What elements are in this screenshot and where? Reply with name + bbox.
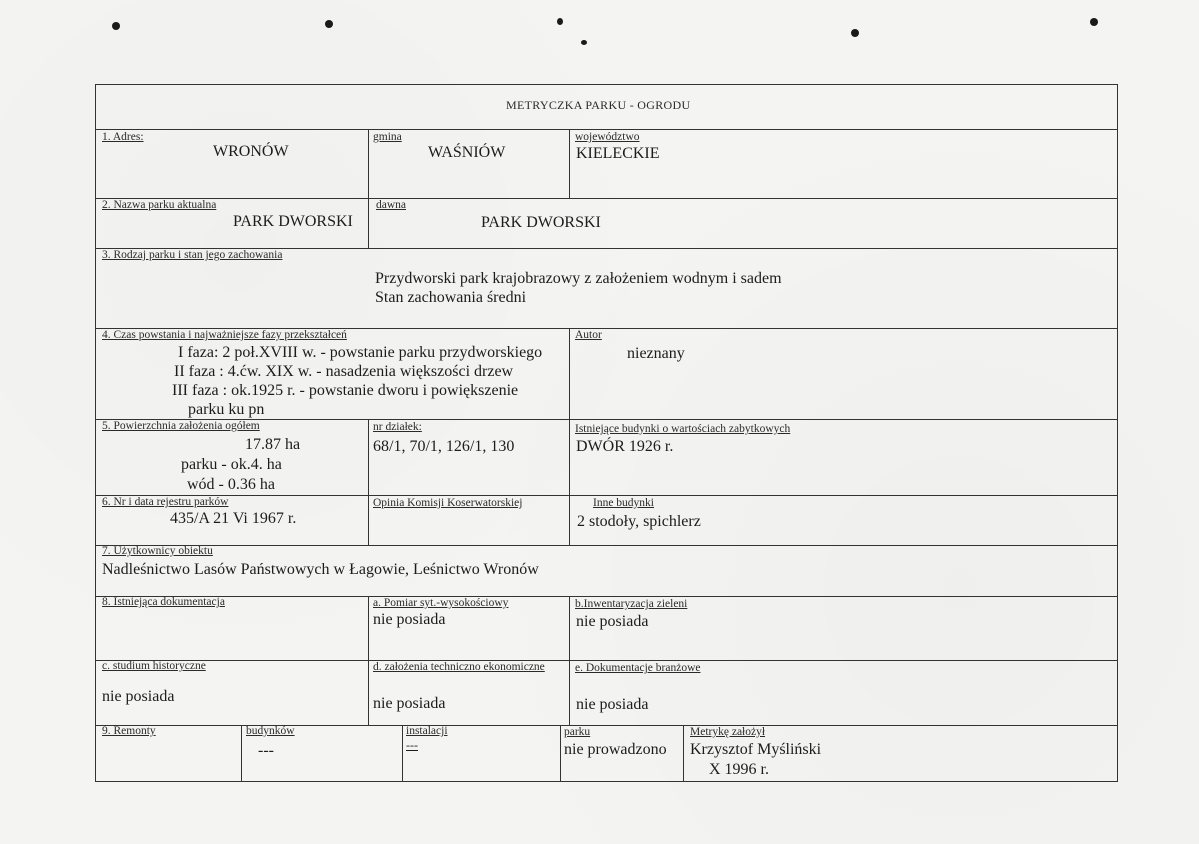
- park-renovation-value: nie prowadzono: [564, 741, 667, 758]
- address-value: WRONÓW: [213, 143, 289, 160]
- phase-1: I faza: 2 poł.XVIII w. - powstanie parku przydworskiego: [178, 344, 543, 361]
- voivodeship-value: KIELECKIE: [576, 145, 660, 162]
- area-park: parku - ok.4. ha: [181, 456, 282, 473]
- other-buildings-value: 2 stodoły, spichlerz: [577, 513, 701, 530]
- record-date-value: X 1996 r.: [709, 761, 769, 778]
- author-value: nieznany: [627, 345, 685, 362]
- phases-label: 4. Czas powstania i najważniejsze fazy przekształceń: [102, 329, 347, 341]
- area-water: wód - 0.36 ha: [187, 476, 275, 493]
- record-author-label: Metrykę założył: [690, 726, 766, 738]
- register-label: 6. Nr i data rejestru parków: [102, 496, 229, 508]
- address-label: 1. Adres:: [102, 131, 144, 143]
- phase-3-cont: parku ku pn: [188, 401, 265, 418]
- park-record-form: [95, 84, 1118, 782]
- punch-hole: [112, 22, 120, 30]
- sector-docs-label: e. Dokumentacje branżowe: [575, 662, 701, 674]
- park-type-label: 3. Rodzaj parku i stan jego zachowania: [102, 249, 283, 261]
- punch-hole: [325, 20, 333, 28]
- park-renovation-label: parku: [564, 726, 591, 738]
- sector-docs-value: nie posiada: [576, 696, 649, 713]
- documentation-label: 8. Istniejąca dokumentacja: [102, 596, 225, 608]
- buildings-renovation-value: ---: [258, 742, 274, 759]
- historical-study-value: nie posiada: [102, 688, 175, 705]
- other-buildings-label: Inne budynki: [593, 497, 655, 509]
- form-title: METRYCZKA PARKU - OGRODU: [506, 98, 691, 112]
- former-name-value: PARK DWORSKI: [481, 214, 601, 231]
- greenery-inventory-label: b.Inwentaryzacja zieleni: [575, 598, 688, 610]
- current-name-value: PARK DWORSKI: [233, 213, 353, 230]
- record-author-value: Krzysztof Myśliński: [690, 741, 822, 758]
- commission-opinion-label: Opinia Komisji Koserwatorskiej: [373, 497, 523, 509]
- phase-3: III faza : ok.1925 r. - powstanie dworu i powiększenie: [172, 382, 519, 399]
- punch-hole: [557, 18, 563, 25]
- tech-econ-value: nie posiada: [373, 695, 446, 712]
- current-name-label: 2. Nazwa parku aktualna: [102, 199, 217, 211]
- survey-label: a. Pomiar syt.-wysokościowy: [373, 597, 509, 609]
- plots-label: nr działek:: [373, 421, 422, 433]
- former-name-label: dawna: [376, 199, 407, 211]
- historical-study-label: c. studium historyczne: [102, 660, 206, 672]
- survey-value: nie posiada: [373, 611, 446, 628]
- tech-econ-label: d. założenia techniczno ekonomiczne: [373, 661, 545, 673]
- voivodeship-label: województwo: [575, 131, 640, 143]
- author-label: Autor: [575, 329, 602, 341]
- users-value: Nadleśnictwo Lasów Państwowych w Łagowie, Leśnictwo Wronów: [102, 561, 539, 578]
- area-label: 5. Powierzchnia założenia ogółem: [102, 420, 260, 432]
- punch-hole: [1090, 18, 1098, 26]
- installations-value: ---: [406, 738, 418, 752]
- punch-hole: [851, 29, 859, 37]
- register-value: 435/A 21 Vi 1967 r.: [170, 510, 297, 527]
- renovations-label: 9. Remonty: [102, 725, 156, 737]
- area-total: 17.87 ha: [245, 436, 301, 453]
- park-type-value: Przydworski park krajobrazowy z założeniem wodnym i sadem: [375, 270, 782, 287]
- buildings-renovation-label: budynków: [246, 725, 295, 737]
- commune-label: gmina: [373, 131, 402, 143]
- preservation-value: Stan zachowania średni: [375, 289, 527, 306]
- users-label: 7. Użytkownicy obiektu: [102, 545, 213, 557]
- plots-value: 68/1, 70/1, 126/1, 130: [373, 438, 515, 455]
- phase-2: II faza : 4.ćw. XIX w. - nasadzenia większości drzew: [174, 363, 514, 380]
- historic-buildings-label: Istniejące budynki o wartościach zabytkowych: [575, 423, 791, 435]
- installations-label: instalacji: [406, 725, 448, 737]
- historic-buildings-value: DWÓR 1926 r.: [576, 438, 674, 455]
- greenery-inventory-value: nie posiada: [576, 613, 649, 630]
- punch-hole: [581, 40, 587, 45]
- commune-value: WAŚNIÓW: [428, 144, 506, 161]
